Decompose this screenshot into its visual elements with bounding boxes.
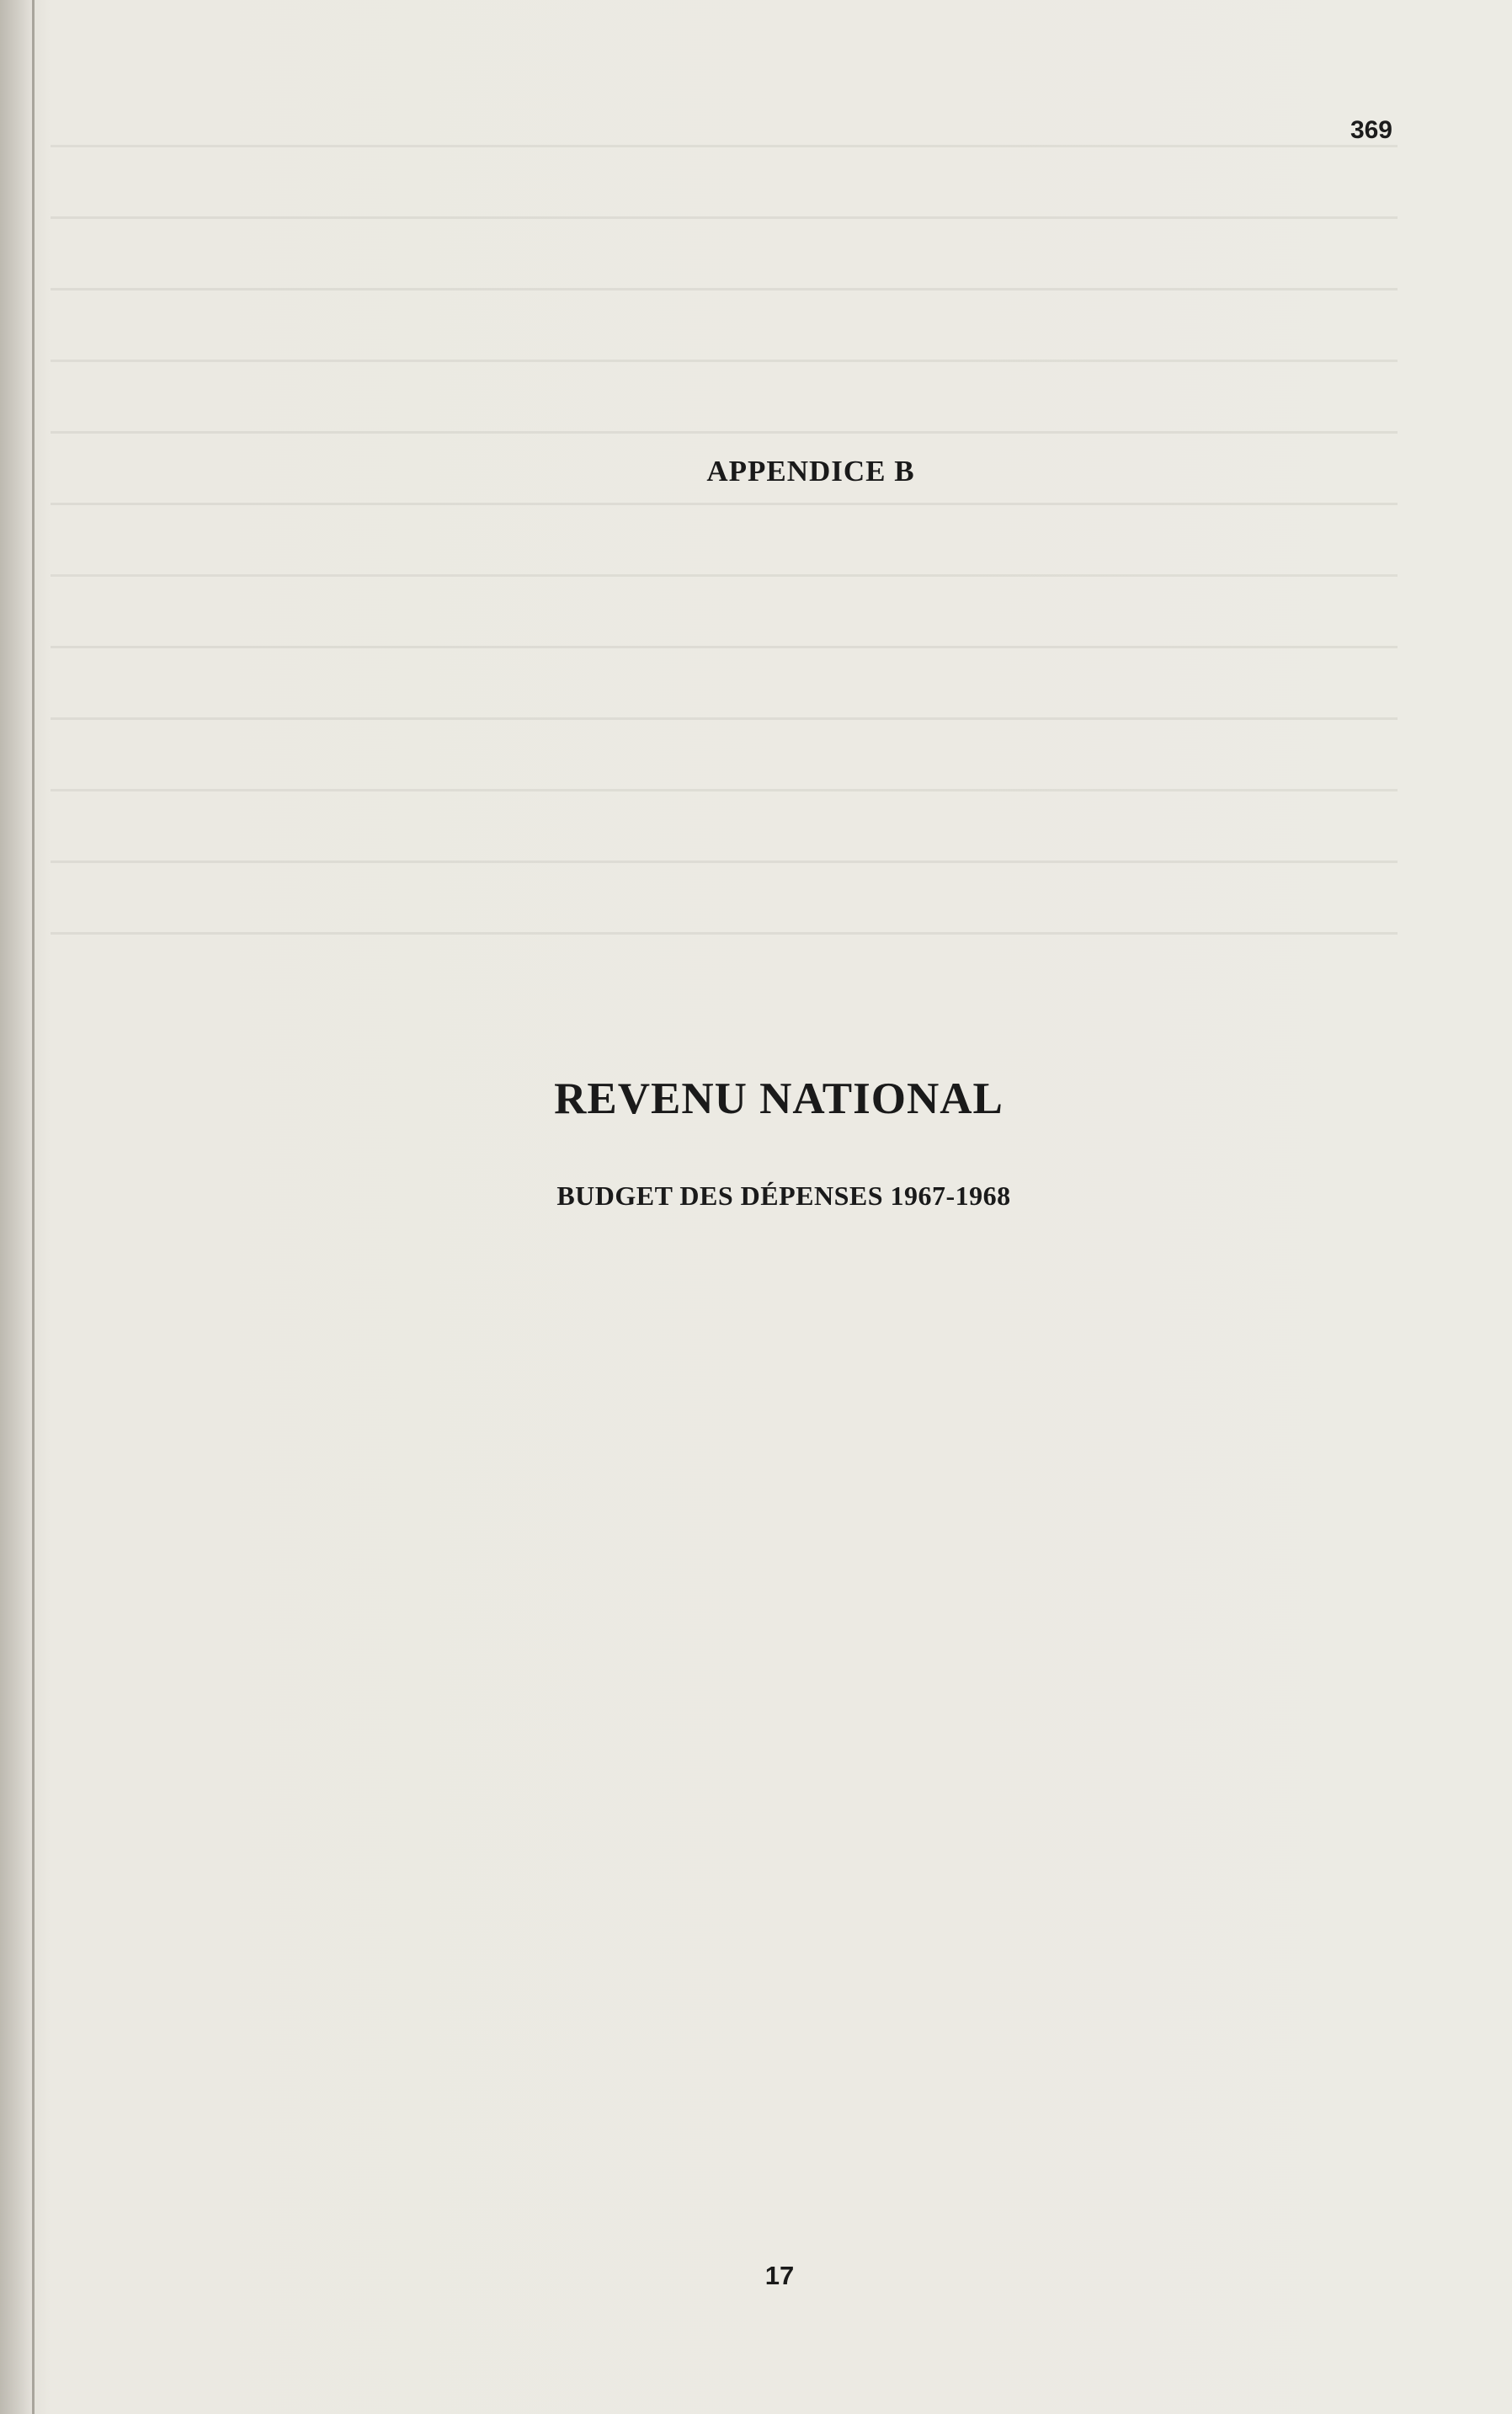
show-through-rule bbox=[51, 745, 1398, 791]
show-through-rule bbox=[51, 244, 1398, 290]
show-through-rule bbox=[51, 602, 1398, 648]
folio-number-text: 17 bbox=[764, 2261, 795, 2290]
department-title-text: REVENU NATIONAL bbox=[554, 1074, 1004, 1123]
show-through-rule bbox=[51, 888, 1398, 935]
appendix-heading bbox=[0, 455, 1512, 488]
show-through-rule bbox=[51, 387, 1398, 434]
show-through-rule bbox=[51, 530, 1398, 577]
show-through-rule bbox=[51, 316, 1398, 362]
folio-number bbox=[0, 2261, 1512, 2291]
show-through-background bbox=[51, 101, 1398, 2038]
appendix-heading-text: APPENDICE B bbox=[706, 455, 915, 488]
show-through-rule bbox=[51, 101, 1398, 147]
budget-title-text: BUDGET DES DÉPENSES 1967-1968 bbox=[556, 1180, 1011, 1211]
budget-title bbox=[0, 1180, 1512, 1212]
show-through-rule bbox=[51, 674, 1398, 720]
show-through-rule bbox=[51, 173, 1398, 219]
show-through-rule bbox=[51, 817, 1398, 863]
department-title bbox=[0, 1074, 1512, 1124]
page-number: 369 bbox=[1350, 116, 1392, 144]
